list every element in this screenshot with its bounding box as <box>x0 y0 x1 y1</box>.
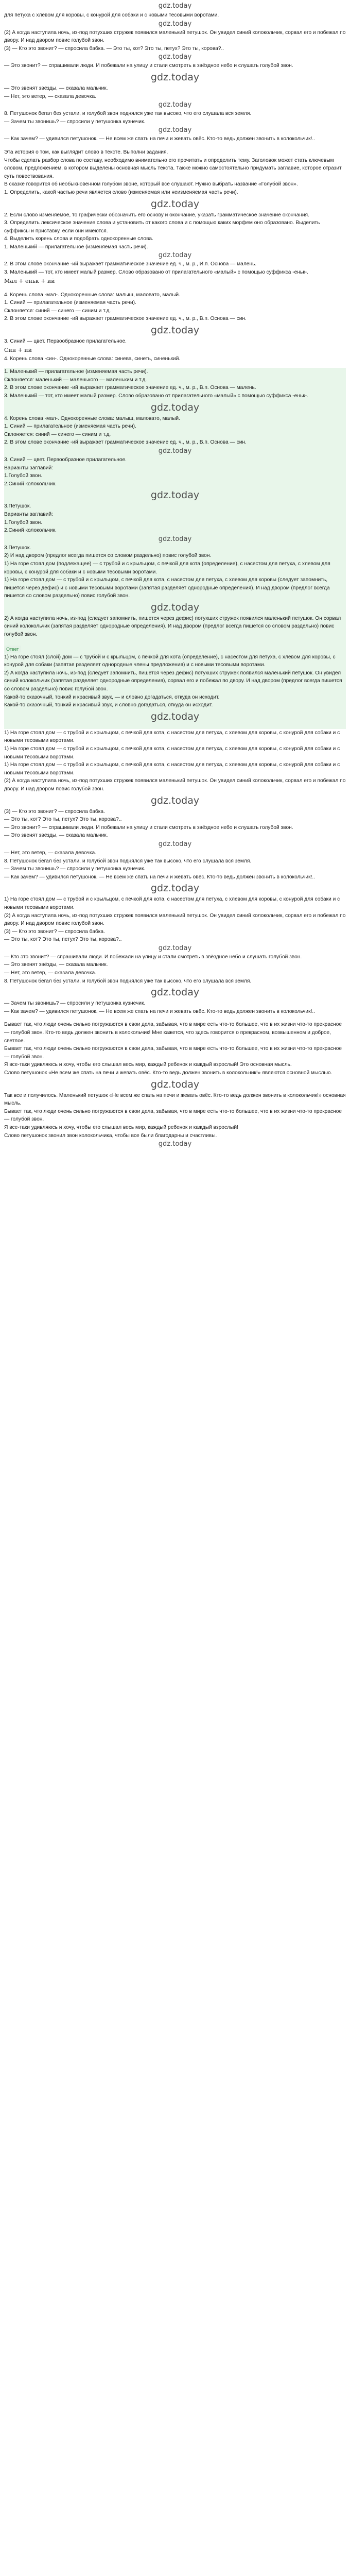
paragraph: — Как зачем? — удивился петушонок. — Не всем же спать на печи и жевать овёс. Кто-то ведь должен звонить в колокольчик!.. <box>4 1008 316 1014</box>
watermark: gdz.today <box>158 101 192 109</box>
paragraph: 1. Определить, какой частью речи является слово (изменяемая или неизменяемая часть речи). <box>4 189 238 195</box>
paragraph: 1) На горе стоял дом — с трубой и с крыльцом, с печкой для кота, с насестом для петуха, с хлевом для коровы, с конурой для собаки и с новыми тесовыми воротами. <box>4 896 340 910</box>
answer-section <box>4 291 346 368</box>
paragraph: 3. Определить лексическое значение слова и установить от какого слова и с помощью каких морфем оно образовано. Выделить суффиксы и приставку, если они имеются. <box>4 220 320 234</box>
answer-section <box>4 1021 346 1154</box>
watermark: gdz.today <box>150 198 200 210</box>
paragraph: 1) На горе стоял дом — с трубой и с крыльцом, с печкой для кота, с насестом для петуха, с хлевом для коровы, с конурой для собаки и с новыми тесовыми воротами. <box>4 762 340 776</box>
watermark: gdz.today <box>150 794 200 806</box>
answer-section <box>4 729 346 1021</box>
paragraph: 1.Голубой звон. <box>4 473 43 479</box>
paragraph: Бывает так, что люди очень сильно погружаются в свои дела, забывая, что в мире есть что-то большее, что в их жизни что-то прекрасное — голубой звон. <box>4 1108 342 1123</box>
paragraph: 1. Маленький — прилагательное (изменяемая часть речи). <box>4 369 148 375</box>
watermark: gdz.today <box>150 1078 200 1090</box>
paragraph: 2. Если слово изменяемое, то графически обозначить его основу и окончание, указать грамматическое значение окончания. <box>4 212 309 218</box>
paragraph: 3.Петушок. <box>4 503 31 510</box>
paragraph: 3. Маленький — тот, кто имеет малый размер. Слово образовано от прилагательного «малый» с помощью суффикса -еньк-. <box>4 393 308 399</box>
paragraph: — Это звенят звёзды, — сказала мальчик. <box>4 85 108 91</box>
answer-tag: Ответ <box>4 646 21 653</box>
paragraph: Какой-то сказочный, тонкий и красивый звук, и словно догадаться, откуда он исходит. <box>4 702 213 708</box>
paragraph: — Это звенят звёзды, — сказала мальчик. <box>4 962 108 968</box>
site-header <box>0 0 350 11</box>
watermark: gdz.today <box>150 601 200 613</box>
paragraph: Чтобы сделать разбор слова по составу, необходимо внимательно его прочитать и определить тему. Заголовок может стать ключевым словом, предложением, в котором выделены основная мысль текста. Также можно самостоятельно придумать заглавие, которое отразит суть повествования. <box>4 157 342 179</box>
paragraph: 4. Корень слова -мал-. Однокоренные слова: малыш, маловато, малый. <box>4 415 180 421</box>
paragraph: 2.Синий колокольчик. <box>4 481 57 487</box>
watermark: gdz.today <box>158 126 192 134</box>
paragraph: 2. В этом слове окончание -ий выражает грамматическое значение ед. ч., м. р., В.п. Основа — малень. <box>4 385 256 391</box>
paragraph: Склоняется: синий — синего — синим и т.д. <box>4 308 111 314</box>
paragraph: 2. В этом слове окончание -ий выражает грамматическое значение ед. ч., м. р., В.п. Основа — син. <box>4 316 247 322</box>
paragraph: 4. Выделить корень слова и подобрать однокоренные слова. <box>4 236 153 242</box>
paragraph: 2) А когда наступила ночь, из-под (следует запомнить, пишется через дефис) потухших стружек появился маленький петушок. Он увидел синий колокольчик (запятая разделяет однородные определения), сорвал его и побежал по двору. И над двором (предлог всегда пишется со словом раздельно) повис голубой звон. <box>4 670 342 692</box>
watermark: gdz.today <box>150 710 200 722</box>
paragraph: 1) На горе стоял дом — с трубой и с крыльцом, с печкой для кота, с насестом для петуха, с хлевом для коровы, с конурой для собаки и с новыми тесовыми воротами. <box>4 746 340 760</box>
paragraph: 1) На горе стоял (слой) дом — с трубой и с крыльцом, с печкой для кота (определение), с насестом для петуха, с хлевом для коровы, с конурой для собаки (запятая разделяет однородные члены предложения) и с новыми тесовыми воротами. <box>4 654 336 668</box>
watermark: gdz.today <box>158 944 192 952</box>
paragraph: В сказке говорится об необыкновенном голубом звоне, который все слушают. Нужно выбрать название «Голубой звон». <box>4 181 298 188</box>
paragraph: — Кто это звонит? — спрашивали люди. И побежали на улицу и стали смотреть в звёздное небо и слушать голубой звон. <box>4 954 302 960</box>
paragraph: 8. Петушонок бегал без устали, и голубой звон поднялся уже так высоко, что его слушала вся земля. <box>4 978 252 984</box>
paragraph: (3) — Кто это звонит? — спросила бабка. <box>4 808 105 815</box>
paragraph: Склоняется: синий — синего — синим и т.д. <box>4 431 111 437</box>
paragraph: 2.Синий колокольчик. <box>4 528 57 534</box>
paragraph: — Нет, это ветер, — сказала девочка. <box>4 970 97 976</box>
morpheme-formula: Мал + еньк + ий <box>4 277 55 284</box>
answer-section <box>4 11 346 148</box>
paragraph: 3. Синий — цвет. Первообразное прилагательное. <box>4 456 127 463</box>
paragraph: Бывает так, что люди очень сильно погружаются в свои дела, забывая, что в мире есть что-то большее, что в их жизни что-то прекрасное — голубой звон. <box>4 1046 342 1060</box>
paragraph: Слово петушонок звонил звон колокольчика, чтобы все были благодарны и счастливы. <box>4 1132 217 1139</box>
watermark: gdz.today <box>158 840 192 848</box>
paragraph: (3) — Кто это звонит? — спросила бабка. — Это ты, кот? Это ты, петух? Это ты, корова?.. <box>4 45 224 52</box>
paragraph: 3.Петушок. <box>4 545 31 551</box>
paragraph: 4. Корень слова -син-. Однокоренные слова: синева, синеть, синенький. <box>4 355 181 362</box>
paragraph: (2) А когда наступила ночь, из-под потухших стружек появился маленький петушок. Он увидел синий колокольчик, сорвал его и побежал по двору. И над двором повис голубой звон. <box>4 778 346 792</box>
paragraph: Варианты заглавий: <box>4 511 53 517</box>
paragraph: (2) А когда наступила ночь, из-под потухших стружек появился маленький петушок. Он увидел синий колокольчик, сорвал его и побежал по двору. И над двором повис голубой звон. <box>4 912 346 927</box>
paragraph: 1) На горе стоял дом — с трубой и с крыльцом, с печкой для кота, с насестом для петуха, с хлевом для коровы, с конурой для собаки и с новыми тесовыми воротами. <box>4 730 340 744</box>
watermark: gdz.today <box>158 251 192 260</box>
paragraph: 3. Синий — цвет. Первообразное прилагательное. <box>4 338 127 345</box>
paragraph: Варианты заглавий: <box>4 465 53 471</box>
paragraph: Эта история о том, как выглядит слово в тексте. Выполни задания. <box>4 149 168 155</box>
paragraph: — Зачем ты звонишь? — спросили у петушонка кузнечик. <box>4 118 146 125</box>
answer-section <box>4 148 346 291</box>
paragraph: Так все и получилось. Маленький петушок «Не всем же спать на печи и жевать овёс. Кто-то ведь должен звонить в колокольчик!» основная мысль. <box>4 1092 346 1107</box>
watermark: gdz.today <box>158 535 192 543</box>
paragraph: 4. Корень слова -мал-. Однокоренные слова: малыш, маловато, малый. <box>4 292 180 298</box>
paragraph: — Это звенят звёзды, — сказала мальчик. <box>4 833 108 839</box>
answer-section <box>4 368 346 643</box>
paragraph: — Это ты, кот? Это ты, петух? Это ты, корова?.. <box>4 817 122 823</box>
paragraph: 1. Синий — прилагательное (изменяемая часть речи). <box>4 300 136 306</box>
section-gap <box>4 724 346 729</box>
watermark: gdz.today <box>150 71 200 83</box>
paragraph: Я все-таки удивляюсь и хочу, чтобы его слышал весь мир, каждый ребенок и каждый взрослый! Это основная мысль. <box>4 1062 292 1068</box>
watermark: gdz.today <box>158 53 192 61</box>
paragraph: — Как зачем? — удивился петушонок. — Не всем же спать на печи и жевать овёс. Кто-то ведь должен звонить в колокольчик!.. <box>4 136 316 142</box>
paragraph: — Нет, это ветер, — сказала девочка. <box>4 93 97 99</box>
watermark: gdz.today <box>158 1140 192 1148</box>
watermark: gdz.today <box>150 987 200 998</box>
paragraph: 2) А когда наступила ночь, из-под (следует запомнить, пишется через дефис) потухших стружек появился маленький петушок. Он сорвал синий колокольчик (запятая разделяет однородные определения). И над двором (предлог всегда пишется со словом раздельно) повис голубой звон. <box>4 615 341 638</box>
paragraph: 1. Синий — прилагательное (изменяемая часть речи). <box>4 423 136 430</box>
watermark: gdz.today <box>158 20 192 28</box>
paragraph: для петуха с хлевом для коровы, с конурой для собаки и с новыми тесовыми воротами. <box>4 12 219 18</box>
watermark: gdz.today <box>150 401 200 413</box>
paragraph: Я все-таки удивляюсь и хочу, чтобы его слышал весь мир, каждый ребенок и каждый взрослый! <box>4 1124 238 1130</box>
paragraph: Склоняется: маленький — маленького — маленьким и т.д. <box>4 377 147 383</box>
paragraph: Слово петушонок «Не всем же спать на печи и жевать овёс. Кто-то ведь должен звонить в колокольчик!» являются основной мыслью. <box>4 1070 332 1076</box>
paragraph: 1.Голубой звон. <box>4 519 43 526</box>
paragraph: 1. Маленький — прилагательное (изменяемая часть речи). <box>4 244 148 250</box>
paragraph: 3. Маленький — тот, кто имеет малый размер. Слово образовано от прилагательного «малый» с помощью суффикса -еньк-. <box>4 269 308 276</box>
paragraph: 2) И над двором (предлог всегда пишется со словом раздельно) повис голубой звон. <box>4 553 212 559</box>
section-gap <box>4 363 346 368</box>
paragraph: — Как зачем? — удивился петушонок. — Не всем же спать на печи и жевать овёс. Кто-то ведь должен звонить в колокольчик!.. <box>4 874 316 880</box>
morpheme-formula: Син + ий <box>4 346 32 353</box>
paragraph: 2. В этом слове окончание -ий выражает грамматическое значение ед. ч., м. р., И.п. Основа — малень. <box>4 261 257 267</box>
paragraph: Бывает так, что люди очень сильно погружаются в свои дела, забывая, что в мире есть что-то большее, что в их жизни что-то прекрасное — голубой звон. Кто-то ведь должен звонить в колокольчик! Мне кажется, что здесь говорится о прекрасном, возвышенном и доброе, светлое. <box>4 1022 342 1044</box>
article-content <box>0 11 350 1154</box>
paragraph: 2. В этом слове окончание -ий выражает грамматическое значение ед. ч., м. р., В.п. Основа — син. <box>4 439 247 446</box>
section-gap <box>4 639 346 644</box>
site-logo[interactable]: gdz.today <box>158 2 192 10</box>
answer-section <box>4 644 346 729</box>
paragraph: — Зачем ты звонишь? — спросили у петушонка кузнечик. <box>4 866 146 872</box>
section-gap <box>4 1149 346 1154</box>
paragraph: 1) На горе стоял дом (подлежащее) — с трубой и с крыльцом, с печкой для кота (определение), с насестом для петуха, с хлевом для коровы, с конурой для собаки и с новыми тесовыми воротами. <box>4 561 330 575</box>
watermark: gdz.today <box>150 883 200 894</box>
paragraph: (3) — Кто это звонит? — спросила бабка. <box>4 928 105 935</box>
paragraph: — Это звонит? — спрашивали люди. И побежали на улицу и стали смотреть в звёздное небо и слушать голубой звон. <box>4 824 293 831</box>
paragraph: — Нет, это ветер, — сказала девочка. <box>4 850 97 856</box>
paragraph: 8. Петушонок бегал без устали, и голубой звон поднялся уже так высоко, что его слушала вся земля. <box>4 858 252 864</box>
section-gap <box>4 1015 346 1021</box>
watermark: gdz.today <box>150 325 200 336</box>
paragraph: (2) А когда наступила ночь, из-под потухших стружек появился маленький петушок. Он увидел синий колокольчик, сорвал его и побежал по двору. И над двором повис голубой звон. <box>4 29 346 44</box>
watermark: gdz.today <box>158 447 192 455</box>
paragraph: — Это ты, кот? Это ты, петух? Это ты, корова?.. <box>4 937 122 943</box>
paragraph: 1) На горе стоял дом — с трубой и с крыльцом, с печкой для кота, с насестом для петуха, с хлевом для коровы (следует запомнить, пишется через дефис) и с новыми тесовыми воротами (запятая разделяет однородные определения). И над двором (предлог всегда пишется со словом раздельно) повис голубой звон. <box>4 577 330 599</box>
paragraph: — Это звонит? — спрашивали люди. И побежали на улицу и стали смотреть в звёздное небо и слушать голубой звон. <box>4 63 293 69</box>
paragraph: — Зачем ты звонишь? — спросили у петушонка кузнечик. <box>4 1001 146 1007</box>
paragraph: Какой-то сказочный, тонкий и красивый звук, — и словно догадаться, откуда он исходит. <box>4 694 220 700</box>
watermark: gdz.today <box>150 489 200 501</box>
paragraph: 8. Петушонок бегал без устали, и голубой звон поднялся уже так высоко, что его слушала вся земля. <box>4 111 252 117</box>
section-gap <box>4 143 346 148</box>
section-gap <box>4 286 346 291</box>
